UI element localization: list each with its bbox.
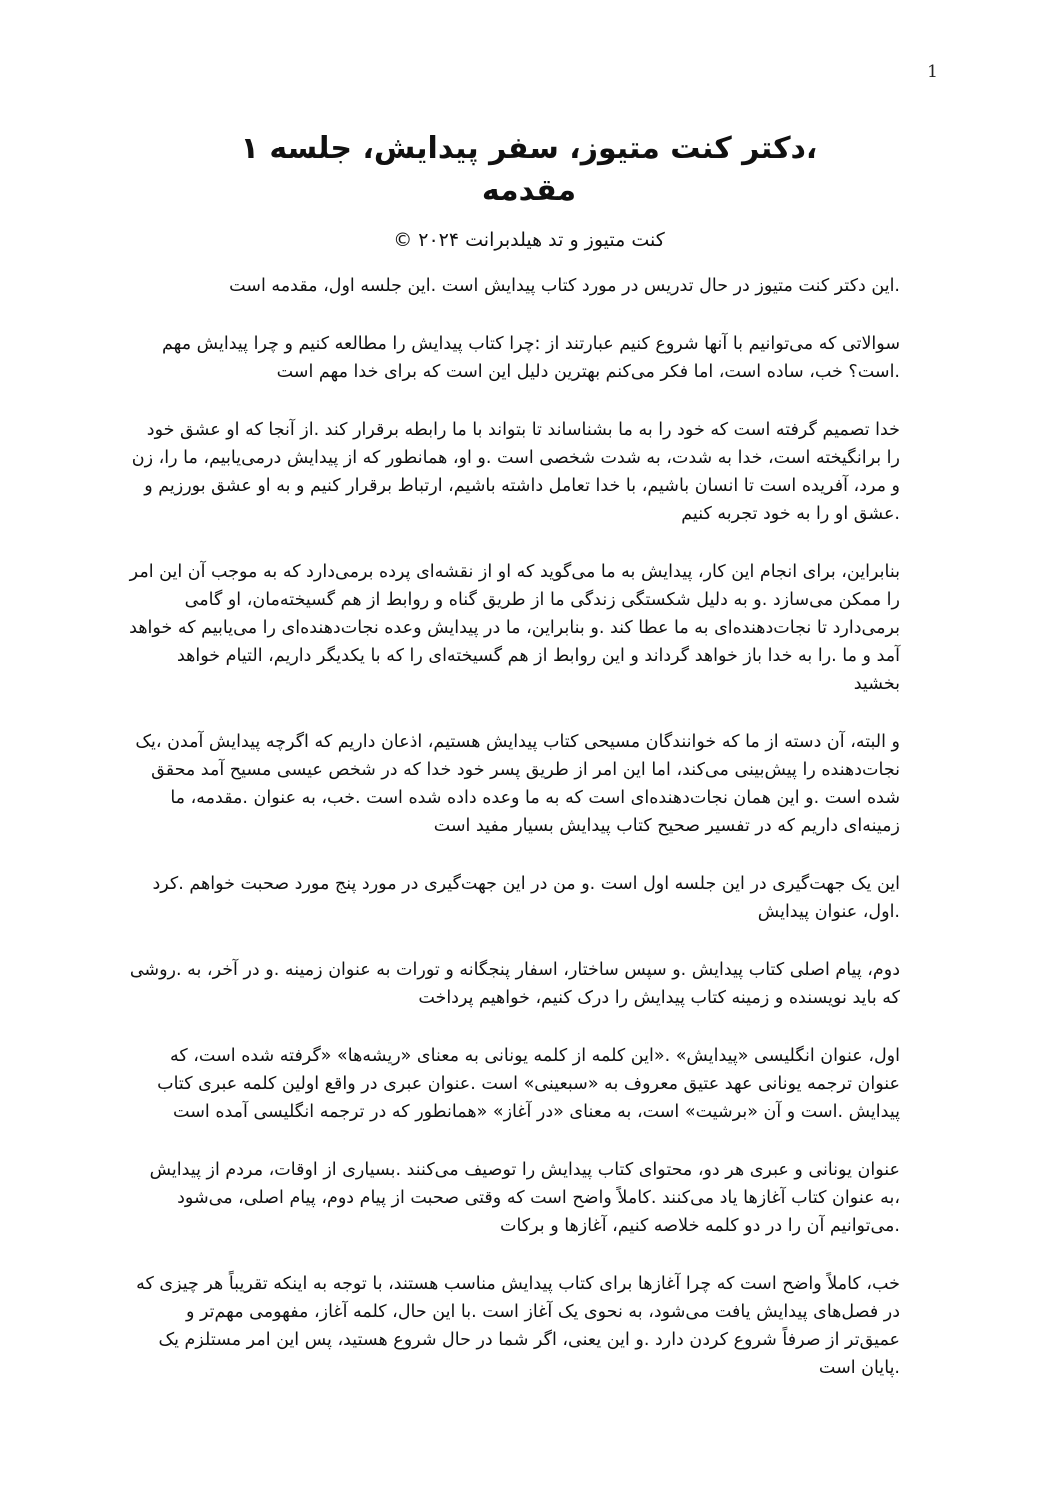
paragraph: .این دکتر کنت متیوز در حال تدریس در مورد کتاب پیدایش است .این جلسه اول، مقدمه است <box>229 276 900 296</box>
title-line-2: مقدمه <box>481 173 577 208</box>
page-title <box>0 128 1058 212</box>
document-header <box>0 128 1058 254</box>
title-line-1: ،دکتر کنت متیوز، سفر پیدایش، جلسه ۱ <box>240 131 818 166</box>
paragraph: و البته، آن دسته از ما که خوانندگان مسیحی کتاب پیدایش هستیم، اذعان داریم که اگرچه پیدایش آمدن ،یک نجات‌دهنده را پیش‌بینی می‌کند، اما این امر از طریق پسر خود خدا که در شخص عیسی مسیح آمد محقق شده است .و این همان نجات‌دهنده‌ای است که به ما وعده داده شده است .خب، به عنوان .مقدمه، ما زمینه‌ای داریم که در تفسیر صحیح کتاب پیدایش بسیار مفید است <box>135 732 900 836</box>
paragraph: اول، عنوان انگلیسی «پیدایش» .«این کلمه از کلمه یونانی به معنای «ریشه‌ها» «گرفته شده است، که عنوان ترجمه یونانی عهد عتیق معروف به «سبعینی» است .عنوان عبری در واقع اولین کلمه عبری کتاب پیدایش .است و آن «برشیت» است، به معنای «در آغاز» «همانطور که در ترجمه انگلیسی آمده است <box>157 1046 900 1122</box>
page-number: 1 <box>927 62 938 82</box>
paragraph: دوم، پیام اصلی کتاب پیدایش .و سپس ساختار، اسفار پنجگانه و تورات به عنوان زمینه .و در آخر، به .روشی که باید نویسنده و زمینه کتاب پیدایش را درک کنیم، خواهیم پرداخت <box>129 960 900 1008</box>
paragraph: بنابراین، برای انجام این کار، پیدایش به ما می‌گوید که او از نقشه‌ای پرده برمی‌دارد که به موجب آن این امر را ممکن می‌سازد .و به دلیل شکستگی زندگی ما از طریق گناه و روابط از هم گسیخته‌مان، او گامی برمی‌دارد تا نجات‌دهنده‌ای به ما عطا کند .و بنابراین، ما در پیدایش وعده نجات‌دهنده‌ای را می‌یابیم که خواهد آمد و ما .را به خدا باز خواهد گرداند و این روابط از هم گسیخته‌ای را که با یکدیگر داریم، التیام خواهد بخشید <box>129 562 900 694</box>
paragraph: عنوان یونانی و عبری هر دو، محتوای کتاب پیدایش را توصیف می‌کنند .بسیاری از اوقات، مردم از پیدایش ،به عنوان کتاب آغازها یاد می‌کنند .کاملاً واضح است که وقتی صحبت از پیام دوم، پیام اصلی، می‌شود .می‌توانیم آن را در دو کلمه خلاصه کنیم، آغازها و برکات <box>149 1160 900 1236</box>
document-body <box>128 272 900 1412</box>
paragraph: خب، کاملاً واضح است که چرا آغازها برای کتاب پیدایش مناسب هستند، با توجه به اینکه تقریباً هر چیزی که در فصل‌های پیدایش یافت می‌شود، به نحوی یک آغاز است .با این حال، کلمه آغاز، مفهومی مهم‌تر و عمیق‌تر از صرفاً شروع کردن دارد .و این یعنی، اگر شما در حال شروع هستید، پس این امر مستلزم یک .پایان است <box>136 1274 900 1378</box>
paragraph: سوالاتی که می‌توانیم با آنها شروع کنیم عبارتند از :چرا کتاب پیدایش را مطالعه کنیم و چرا پیدایش مهم .است؟ خب، ساده است، اما فکر می‌کنم بهترین دلیل این است که برای خدا مهم است <box>162 334 900 382</box>
paragraph: خدا تصمیم گرفته است که خود را به ما بشناساند تا بتواند با ما رابطه برقرار کند .از آنجا که او عشق خود را برانگیخته است، خدا به شدت، به شدت شخصی است .و او، همانطور که از پیدایش درمی‌یابیم، ما را، زن و مرد، آفریده است تا انسان باشیم، با خدا تعامل داشته باشیم، ارتباط برقرار کنیم و به او عشق بورزیم و .عشق او را به خود تجربه کنیم <box>131 420 900 524</box>
paragraph: این یک جهت‌گیری در این جلسه اول است .و من در این جهت‌گیری در مورد پنج مورد صحبت خواهم .کرد .اول، عنوان پیدایش <box>152 874 900 922</box>
copyright-line: کنت متیوز و تد هیلدبرانت ۲۰۲۴ © <box>393 229 665 251</box>
